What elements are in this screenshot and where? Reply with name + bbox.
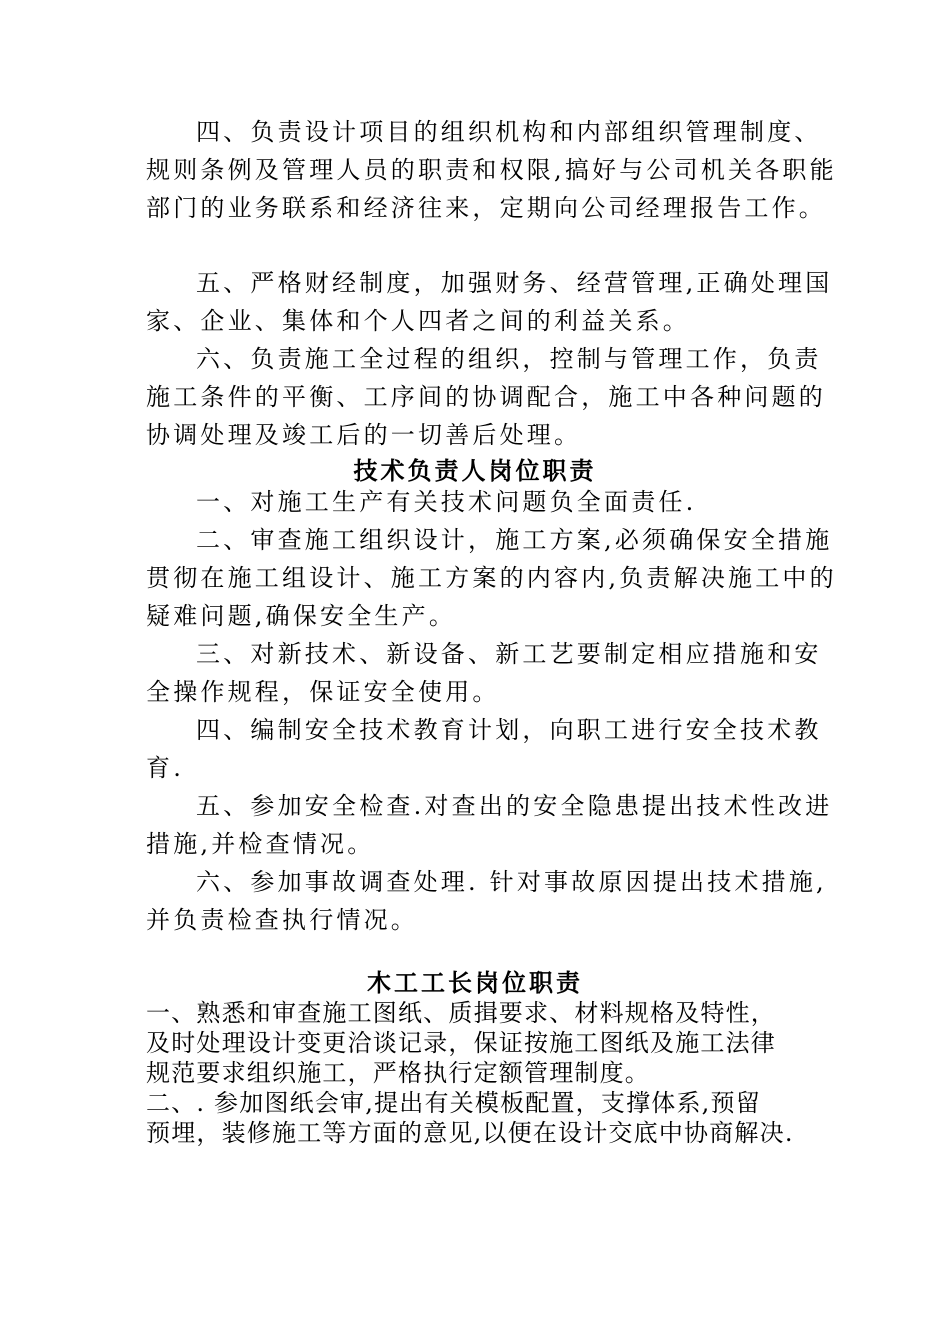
text-line: 二、. 参加图纸会审,提出有关模板配置，支撑体系,预留 (146, 1089, 761, 1117)
text-line: 并负责检查执行情况。 (146, 906, 418, 934)
text-line: 五、参加安全检查.对查出的安全隐患提出技术性改进 (196, 792, 833, 820)
text-line: 六、负责施工全过程的组织，控制与管理工作，负责 (196, 345, 822, 373)
text-line: 及时处理设计变更洽谈记录，保证按施工图纸及施工法律 (146, 1029, 776, 1057)
text-line: 五、严格财经制度，加强财务、经营管理,正确处理国 (196, 269, 833, 297)
text-line: 一、熟悉和审查施工图纸、质揖要求、材料规格及特性， (146, 999, 776, 1027)
text-line: 施工条件的平衡、工序间的协调配合，施工中各种问题的 (146, 383, 826, 411)
text-line: 规范要求组织施工，严格执行定额管理制度。 (146, 1059, 650, 1087)
text-line: 育. (146, 754, 185, 782)
text-line: 全操作规程，保证安全使用。 (146, 678, 500, 706)
section-title-tech-lead: 技术负责人岗位职责 (353, 456, 597, 485)
text-line: 四、编制安全技术教育计划，向职工进行安全技术教 (196, 716, 822, 744)
text-line: 规则条例及管理人员的职责和权限,搞好与公司机关各职能 (146, 156, 837, 184)
text-line: 协调处理及竣工后的一切善后处理。 (146, 421, 582, 449)
text-line: 贯彻在施工组设计、施工方案的内容内,负责解决施工中的 (146, 564, 837, 592)
text-line: 预埋，装修施工等方面的意见,以便在设计交底中协商解决. (146, 1119, 794, 1147)
text-line: 家、企业、集体和个人四者之间的利益关系。 (146, 307, 690, 335)
text-line: 疑难问题,确保安全生产。 (146, 602, 457, 630)
text-line: 措施,并检查情况。 (146, 830, 375, 858)
text-line: 六、参加事故调查处理. 针对事故原因提出技术措施, (196, 868, 827, 896)
section-title-carpentry-foreman: 木工工长岗位职责 (367, 968, 583, 997)
text-line: 三、对新技术、新设备、新工艺要制定相应措施和安 (196, 640, 822, 668)
text-line: 一、对施工生产有关技术问题负全面责任. (196, 488, 697, 516)
text-line: 二、审查施工组织设计，施工方案,必须确保安全措施 (196, 526, 833, 554)
text-line: 部门的业务联系和经济往来，定期向公司经理报告工作。 (146, 194, 826, 222)
text-line: 四、负责设计项目的组织机构和内部组织管理制度、 (196, 118, 822, 146)
